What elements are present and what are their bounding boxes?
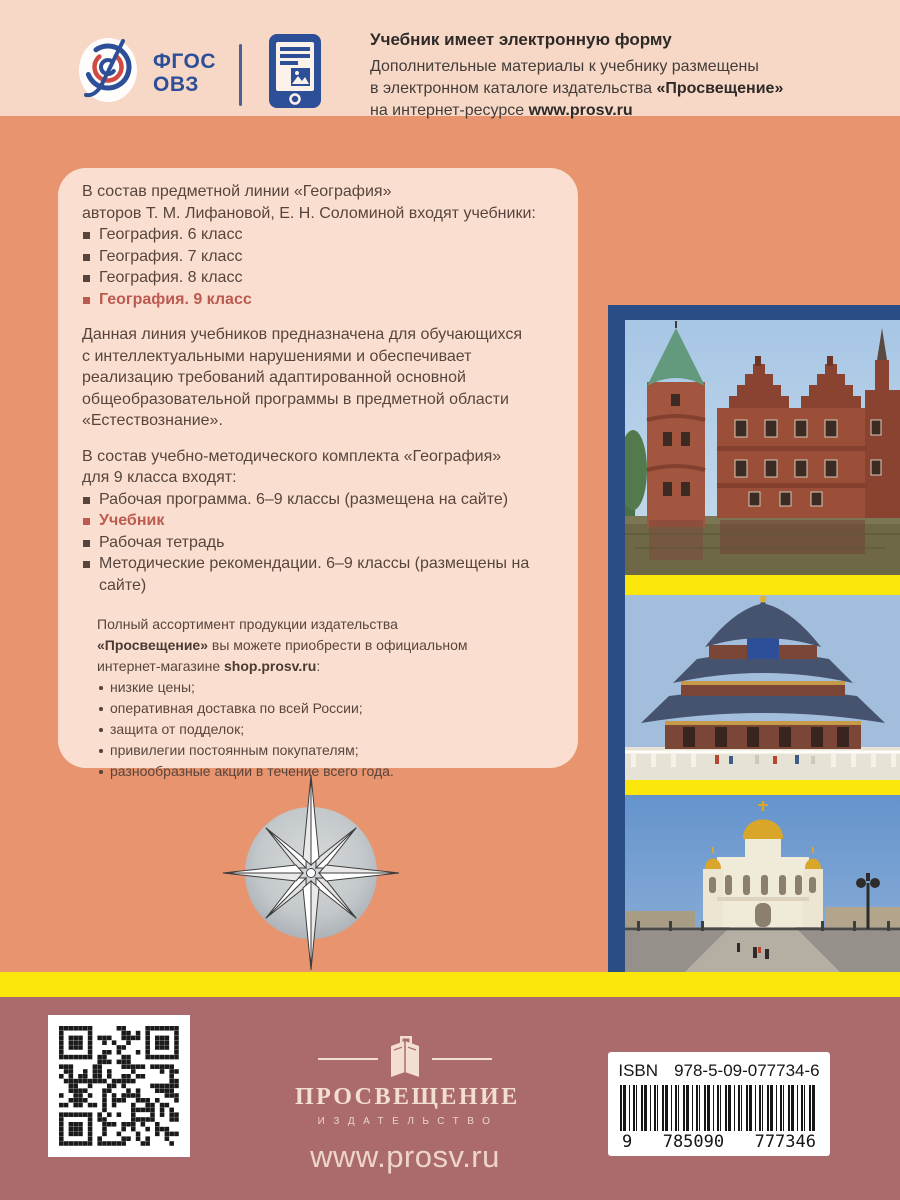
header-divider	[239, 44, 242, 106]
publisher-name: ПРОСВЕЩЕНИЕ	[295, 1084, 520, 1110]
umk-intro: В состав учебно-методического комплекта «География» для 9 класса входят:	[82, 447, 502, 486]
list-item: География. 7 класс	[82, 246, 554, 268]
ebook-title: Учебник имеет электронную форму	[370, 30, 672, 49]
logo-rule-left	[318, 1058, 378, 1061]
list-item: защита от подделок;	[97, 719, 554, 740]
series-list	[82, 224, 554, 310]
barcode-bars	[620, 1085, 818, 1131]
series-intro-line2: авторов Т. М. Лифановой, Е. Н. Соломиной входят учебники:	[82, 204, 536, 222]
photo-temple	[625, 595, 900, 780]
yellow-separator	[625, 575, 900, 595]
fgos-ovz-badge	[78, 36, 216, 109]
ebook-line-2: Дополнительные материалы к учебнику размещены	[370, 58, 759, 75]
list-item: низкие цены;	[97, 677, 554, 698]
shop-url: shop.prosv.ru	[224, 658, 317, 674]
logo-rule-right	[432, 1058, 492, 1061]
series-intro-line1: В состав предметной линии «География»	[82, 183, 392, 200]
ebook-line-3: в электронном каталоге издательства «Просвещение»	[370, 80, 784, 97]
compass-rose-icon	[213, 768, 409, 979]
list-item-current-book: География. 9 класс	[82, 289, 554, 311]
publisher-logo-row	[295, 1039, 515, 1079]
shop-benefits-list	[97, 677, 554, 782]
footer-band	[0, 997, 900, 1200]
list-item: География. 6 класс	[82, 224, 554, 246]
prosv-url: www.prosv.ru	[528, 102, 633, 119]
e-reader-icon	[268, 33, 322, 114]
publisher-subtitle: ИЗДАТЕЛЬСТВО	[317, 1116, 499, 1127]
list-item: привилегии постоянным покупателям;	[97, 740, 554, 761]
umk-list	[82, 489, 554, 597]
list-item: разнообразные акции в течение всего года.	[97, 761, 554, 782]
isbn-number: ISBN 978-5-09-077734-6	[618, 1061, 820, 1080]
list-item: География. 8 класс	[82, 267, 554, 289]
description: Данная линия учебников предназначена для обучающихся с интеллектуальными нарушениями и обеспечивает реализацию требований адаптированной основной общеобразовательной программы в предметной области «Естествознание».	[82, 326, 523, 429]
photo-strip	[608, 305, 900, 972]
shop-block: Полный ассортимент продукции издательства «Просвещение» вы можете приобрести в официальном интернет-магазине shop.prosv.ru: низкие цены; оперативная доставка по всей России; защита от подделок; привилегии постоянным покупателям; разнообразные акции в течение всего года.	[82, 614, 554, 782]
header-band	[0, 0, 900, 119]
yellow-band	[0, 972, 900, 997]
info-box	[58, 168, 578, 779]
isbn-barcode	[608, 1052, 830, 1156]
qr-code	[48, 1015, 190, 1157]
list-item: Рабочая тетрадь	[82, 532, 554, 554]
prosveshchenie-book-icon	[387, 1036, 423, 1083]
photo-castle	[625, 320, 900, 575]
photo-cathedral	[625, 795, 900, 972]
yellow-separator	[625, 780, 900, 795]
ebook-line-4: на интернет-ресурсе www.prosv.ru	[370, 102, 633, 119]
fgos-ovz-label: ФГОС ОВЗ	[153, 49, 217, 96]
publisher-site-url: www.prosv.ru	[310, 1139, 500, 1174]
publisher-block	[295, 1039, 520, 1175]
list-item: оперативная доставка по всей России;	[97, 698, 554, 719]
fgos-ovz-logo-icon	[78, 36, 144, 109]
list-item: Методические рекомендации. 6–9 классы (размещены на сайте)	[82, 553, 554, 596]
list-item: Рабочая программа. 6–9 классы (размещена на сайте)	[82, 489, 554, 511]
barcode-digits: 9 785090 777346	[622, 1132, 816, 1152]
list-item-uchebnik: Учебник	[82, 510, 554, 532]
ebook-info	[370, 29, 783, 122]
